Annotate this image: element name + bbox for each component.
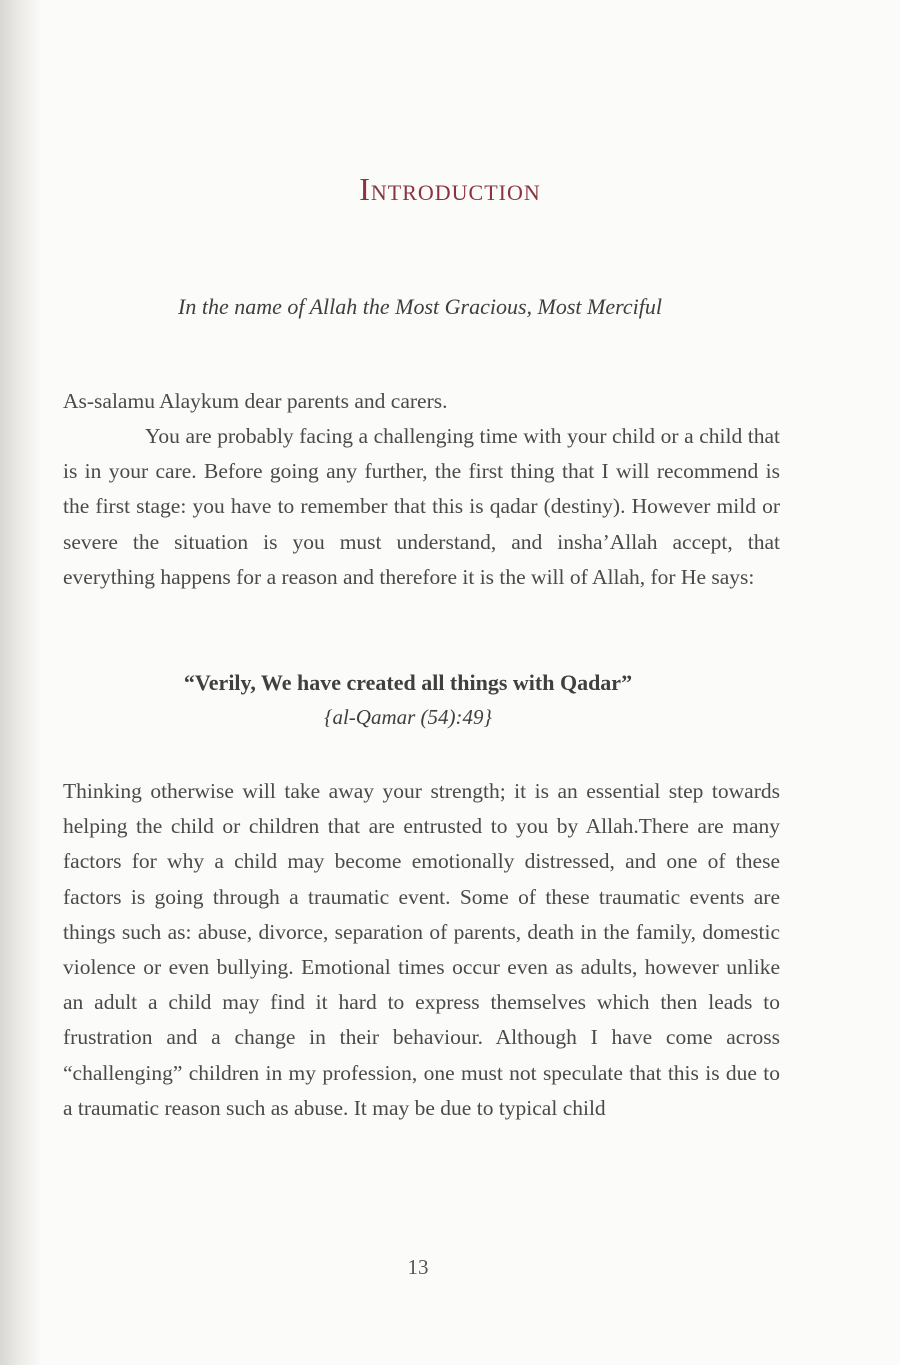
page-number: 13 — [407, 1255, 429, 1279]
quran-quote: “Verily, We have created all things with Qadar” — [183, 670, 633, 695]
quote-reference: {al-Qamar (54):49} — [324, 705, 492, 729]
chapter-title: Introduction — [359, 171, 541, 207]
greeting-text: As-salamu Alaykum dear parents and carers. — [63, 389, 448, 413]
paragraph-2-text: Thinking otherwise will take away your strength; it is an essential step towards helping the child or children that are entrusted to you by Allah.There are many factors for why a child may become emotionally distressed, and one of these factors is going through a traumatic event. Some of these traumatic events are things such as: abuse, divorce, separation of parents, death in the family, domestic violence or even bullying. Emotional times occur even as adults, however unlike an adult a child may find it hard to express themselves which then leads to frustration and a change in their behaviour. Although I have come across “challenging” children in my profession, one must not speculate that this is due to a traumatic reason such as abuse. It may be due to typical child — [63, 779, 780, 1120]
invocation-line: In the name of Allah the Most Gracious, Most Merciful — [178, 294, 662, 319]
paragraph-1-text: You are probably facing a challenging time with your child or a child that is in your care. Before going any further, the first thing that I will recommend is the first stage: you have to remember that this is qadar (destiny). However mild or severe the situation is you must understand, and insha’Allah accept, that everything happens for a reason and therefore it is the will of Allah, for He says: — [63, 424, 780, 589]
body-paragraph-1 — [63, 419, 780, 595]
body-paragraph-2 — [63, 774, 780, 1126]
greeting-paragraph — [63, 384, 780, 419]
